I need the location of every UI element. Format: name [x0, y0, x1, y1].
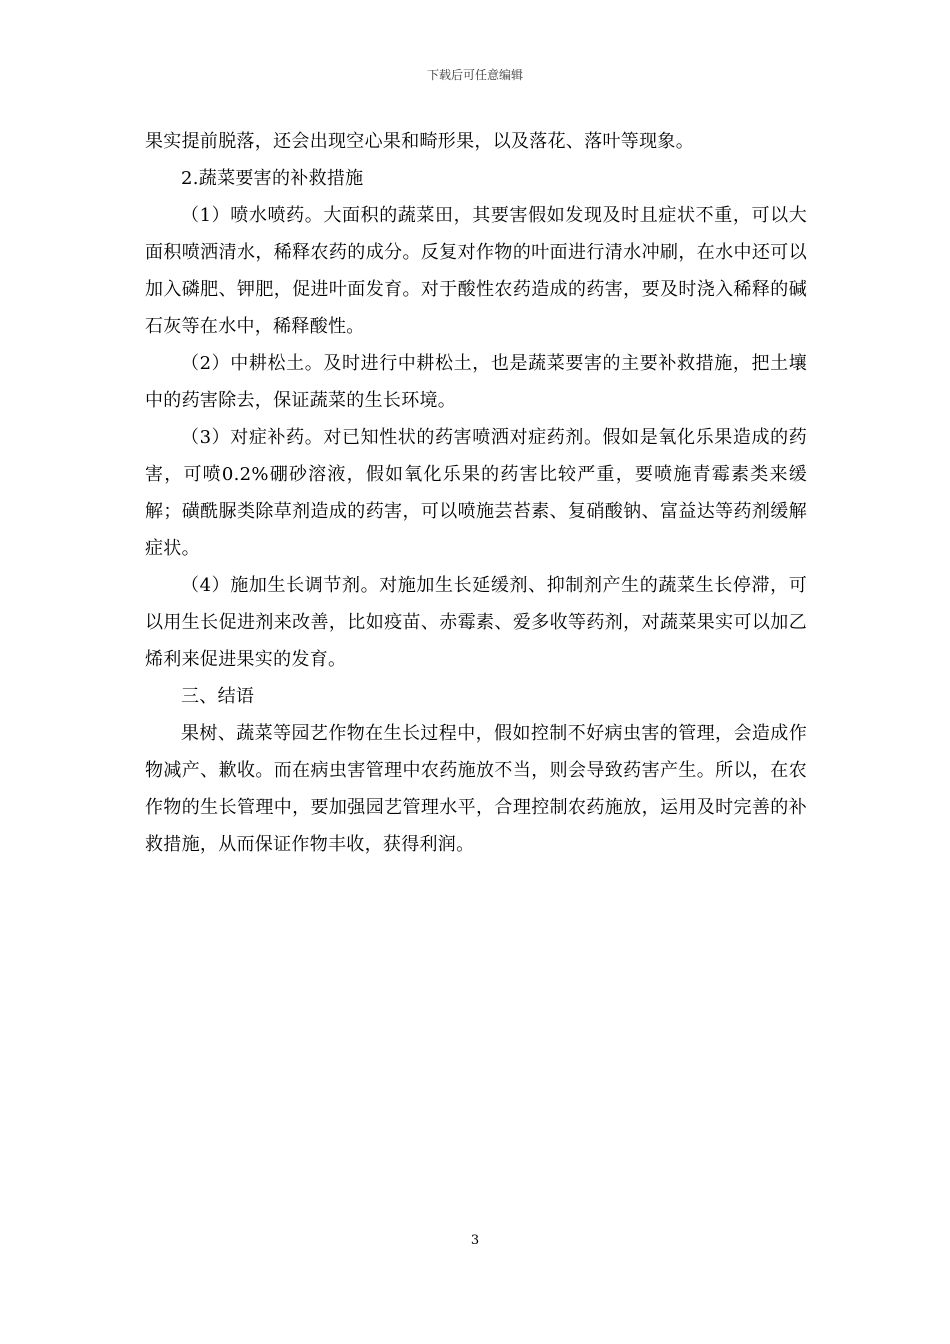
- paragraph-conclusion: 果树、蔬菜等园艺作物在生长过程中，假如控制不好病虫害的管理，会造成作物减产、歉收。而在病虫害管理中农药施放不当，则会导致药害产生。所以，在农作物的生长管理中，要加强园艺管理水平，合理控制农药施放，运用及时完善的补救措施，从而保证作物丰收，获得利润。: [145, 723, 807, 855]
- paragraph-spray-water: （1）喷水喷药。大面积的蔬菜田，其要害假如发现及时且症状不重，可以大面积喷洒清水，稀释农药的成分。反复对作物的叶面进行清水冲刷，在水中还可以加入磷肥、钾肥，促进叶面发育。对于酸性农药造成的药害，要及时浇入稀释的碱石灰等在水中，稀释酸性。: [145, 205, 807, 337]
- paragraph-growth-regulator: （4）施加生长调节剂。对施加生长延缓剂、抑制剂产生的蔬菜生长停滞，可以用生长促进剂来改善，比如疫苗、赤霉素、爱多收等药剂，对蔬菜果实可以加乙烯利来促进果实的发育。: [145, 575, 807, 670]
- section-heading-conclusion: 三、结语: [181, 686, 255, 707]
- paragraph-continuation: 果实提前脱落，还会出现空心果和畸形果，以及落花、落叶等现象。: [145, 131, 694, 152]
- paragraph-tillage: （2）中耕松土。及时进行中耕松土，也是蔬菜要害的主要补救措施，把土壤中的药害除去，保证蔬菜的生长环境。: [145, 353, 807, 411]
- page-number: 3: [470, 1233, 480, 1248]
- document-body: [145, 123, 807, 863]
- section-heading-remedies: 2.蔬菜要害的补救措施: [181, 168, 364, 189]
- page-header: 下载后可任意编辑: [426, 68, 523, 82]
- paragraph-remedy-spray: （3）对症补药。对已知性状的药害喷洒对症药剂。假如是氧化乐果造成的药害，可喷0.2%硼砂溶液，假如氧化乐果的药害比较严重，要喷施青霉素类来缓解；磺酰脲类除草剂造成的药害，可以喷施芸苔素、复硝酸钠、富益达等药剂缓解症状。: [145, 427, 807, 559]
